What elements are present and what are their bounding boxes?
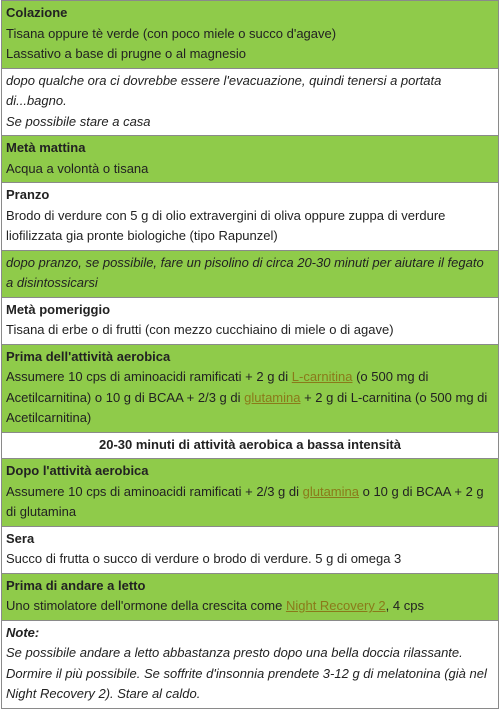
- section-title: Metà mattina: [6, 140, 86, 155]
- row-note: [2, 620, 499, 708]
- cell-dopo-pranzo: [2, 250, 499, 297]
- note-text: Se possibile andare a letto abbastanza presto dopo una bella doccia rilassante.: [6, 645, 463, 660]
- cell-sera: [2, 526, 499, 573]
- section-text: Tisana di erbe o di frutti (con mezzo cucchiaino di miele o di agave): [6, 322, 394, 337]
- section-title: Pranzo: [6, 187, 50, 202]
- row-colazione: [2, 1, 499, 69]
- cell-note: [2, 620, 499, 708]
- cell-prima-letto: [2, 573, 499, 620]
- row-dopo-pranzo: [2, 250, 499, 297]
- row-sera: [2, 526, 499, 573]
- text-segment: + 2 g di L-carnitina (o 500 mg di Acetilcarnitina): [6, 389, 488, 425]
- diet-schedule-table: [1, 0, 499, 709]
- note-title: Note:: [6, 624, 40, 640]
- text-segment: (o 500 mg di Acetilcarnitina) o 10 g di BCAA + 2/3 g di: [6, 369, 429, 405]
- row-attivita: [2, 432, 499, 459]
- glutamina-link[interactable]: glutamina: [244, 389, 301, 405]
- cell-dopo-attivita: [2, 459, 499, 527]
- l-carnitina-link[interactable]: L-carnitina: [291, 369, 353, 384]
- text-segment: Assumere 10 cps di aminoacidi ramificati + 2 g di: [6, 369, 292, 384]
- section-text: Succo di frutta o succo di verdure o brodo di verdure. 5 g di omega 3: [6, 551, 402, 566]
- section-text: Tisana oppure tè verde (con poco miele o succo d'agave): [6, 25, 337, 41]
- section-title: Sera: [6, 530, 35, 546]
- row-dopo-attivita: [2, 459, 499, 527]
- section-title: Colazione: [6, 5, 68, 20]
- row-meta-mattina: [2, 136, 499, 183]
- cell-attivita: [2, 432, 499, 459]
- section-text: Acqua a volontà o tisana: [6, 160, 149, 176]
- glutamina-link[interactable]: glutamina: [302, 483, 359, 499]
- cell-meta-mattina: [2, 136, 499, 183]
- note-text: dopo pranzo, se possibile, fare un pisolino di circa 20-30 minuti per aiutare il fegato a disintossicarsi: [6, 254, 484, 290]
- text-segment: Uno stimolatore dell'ormone della crescita come: [6, 598, 286, 613]
- cell-nota-colazione: [2, 68, 499, 136]
- note-text: Se possibile stare a casa: [6, 113, 151, 129]
- section-title: Prima di andare a letto: [6, 577, 146, 593]
- row-meta-pomeriggio: [2, 297, 499, 344]
- section-text: Lassativo a base di prugne o al magnesio: [6, 46, 246, 61]
- row-nota-colazione: [2, 68, 499, 136]
- note-text: Dormire il più possibile. Se soffrite d'insonnia prendete 3-12 g di melatonina (già nel Night Recovery 2). Stare al caldo.: [6, 665, 487, 701]
- row-prima-attivita: [2, 344, 499, 432]
- cell-prima-attivita: [2, 344, 499, 432]
- section-title: Metà pomeriggio: [6, 301, 111, 317]
- note-text: dopo qualche ora ci dovrebbe essere l'evacuazione, quindi tenersi a portata di...bagno.: [6, 72, 442, 108]
- row-pranzo: [2, 183, 499, 251]
- cell-meta-pomeriggio: [2, 297, 499, 344]
- activity-text: 20-30 minuti di attività aerobica a bassa intensità: [99, 436, 401, 452]
- section-text: [6, 367, 494, 429]
- section-text: [6, 596, 494, 617]
- section-text: Brodo di verdure con 5 g di olio extravergini di oliva oppure zuppa di verdure liofilizzata gia pronte biologiche (tipo Rapunzel): [6, 207, 446, 243]
- text-segment: o 10 g di BCAA + 2 g di glutamina: [6, 483, 484, 519]
- section-title: Prima dell'attività aerobica: [6, 348, 171, 364]
- text-segment: , 4 cps: [385, 598, 424, 613]
- text-segment: Assumere 10 cps di aminoacidi ramificati + 2/3 g di: [6, 483, 303, 499]
- cell-colazione: [2, 1, 499, 69]
- row-prima-letto: [2, 573, 499, 620]
- night-recovery-2-link[interactable]: Night Recovery 2: [285, 598, 386, 613]
- cell-pranzo: [2, 183, 499, 251]
- section-text: [6, 482, 494, 523]
- section-title: Dopo l'attività aerobica: [6, 463, 149, 478]
